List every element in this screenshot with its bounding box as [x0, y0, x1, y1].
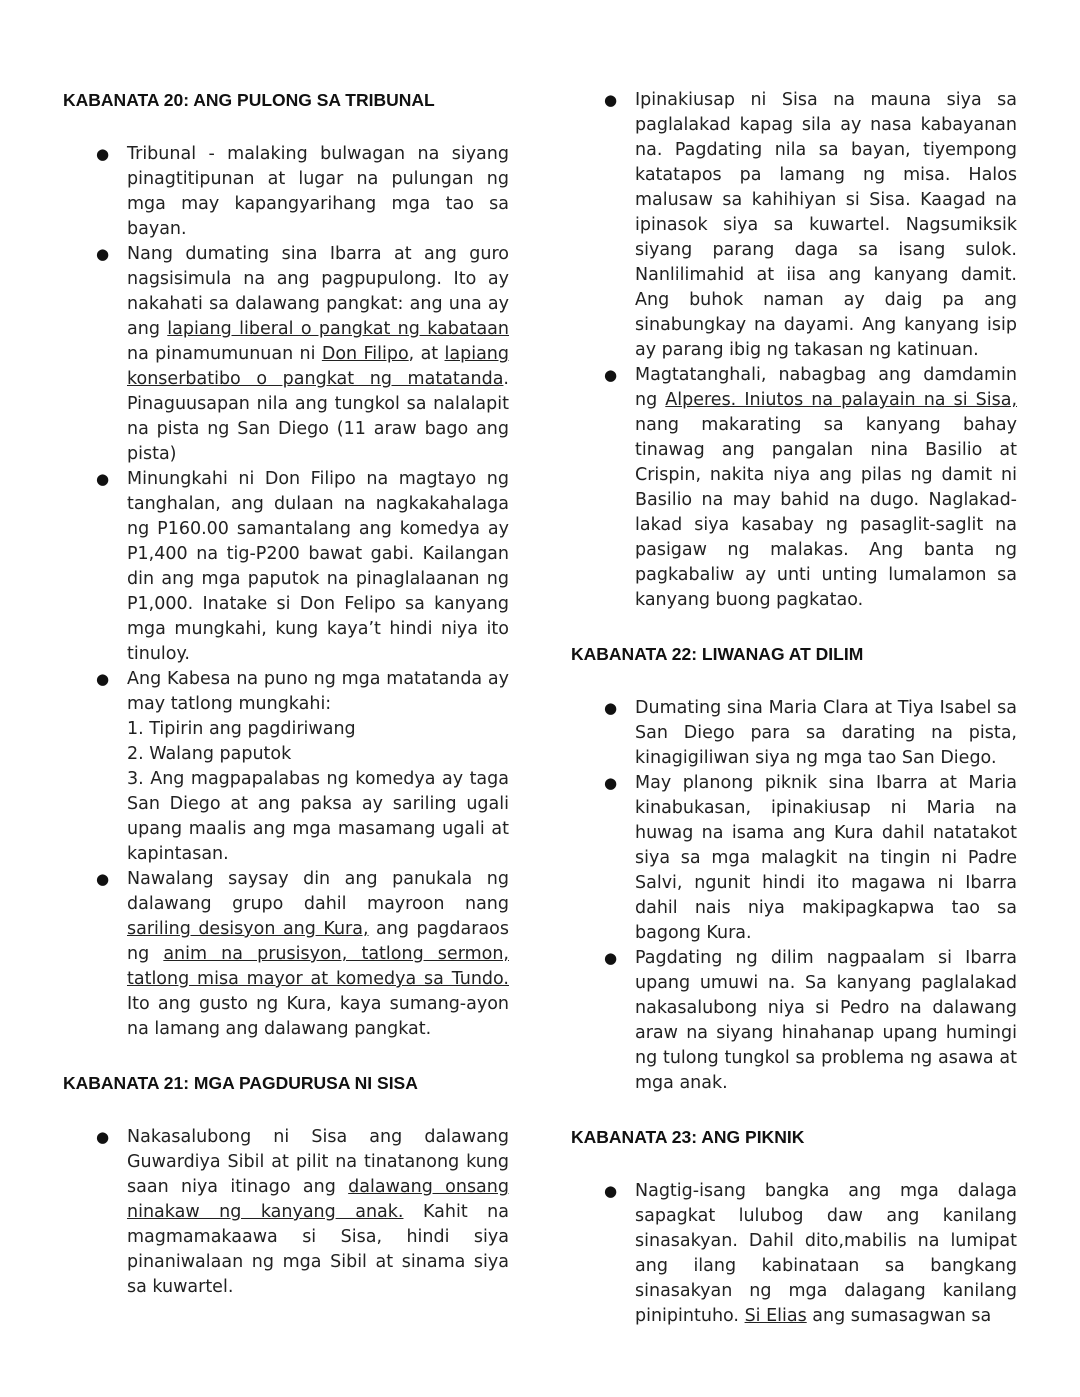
bullet-icon: ● — [96, 245, 110, 263]
bullet-icon: ● — [604, 366, 618, 384]
chapter-23-list — [571, 1179, 1017, 1329]
bullet-icon: ● — [96, 145, 110, 163]
bullet-icon: ● — [96, 1128, 110, 1146]
underlined-text: Alperes. Iniutos na palayain na si Sisa, — [665, 390, 1018, 410]
bullet-icon: ● — [604, 699, 618, 717]
list-item: ● Minungkahi ni Don Filipo na magtayo ng tanghalan, ang dulaan na nagkakahalaga ng P160.00 samantalang ang komedya ay P1,400 na tig-P200 bawat gabi. Kailangan din ang mga paputok na pinaglalaanan ng P1,000. Inatake si Don Felipo sa kanyang mga mungkahi, kung kaya’t hindi niya ito tinuloy. — [96, 469, 509, 664]
bullet-icon: ● — [604, 1182, 618, 1200]
chapter-21-list-continued — [571, 88, 1017, 613]
sub-item: 1. Tipirin ang pagdiriwang — [127, 719, 356, 739]
list-item: ● Ang Kabesa na puno ng mga matatanda ay may tatlong mungkahi: 1. Tipirin ang pagdiriwang 2. Walang paputok 3. Ang magpapalabas ng komedya ay taga San Diego at ang paksa ay sariling ugali upang maalis ang mga masamang ugali at kapintasan. — [63, 667, 509, 867]
chapter-23-title: KABANATA 23: ANG PIKNIK — [571, 1127, 805, 1147]
list-item: ● Dumating sina Maria Clara at Tiya Isabel sa San Diego para sa darating na pista, kinagigiliwan siya ng mga tao San Diego. — [604, 698, 1017, 768]
chapter-22-list — [571, 696, 1017, 1096]
left-column — [63, 88, 509, 1300]
underlined-text: Si Elias — [744, 1306, 807, 1326]
chapter-22-title: KABANATA 22: LIWANAG AT DILIM — [571, 644, 864, 664]
underlined-text: sariling desisyon ang Kura, — [127, 919, 369, 939]
chapter-21-list — [63, 1125, 509, 1300]
bullet-icon: ● — [96, 470, 110, 488]
list-item: ● Magtatanghali, nabagbag ang damdamin ng Alperes. Iniutos na palayain na si Sisa, nang makarating sa kanyang bahay tinawag ang pangalan nina Basilio at Crispin, nakita niya ang pilas ng damit ni Basilio na may bahid na dugo. Naglakad-lakad siya kasabay ng pasaglit-saglit na pasigaw ng malakas. Ang banta ng pagkabaliw ay unti unting lumalamon sa kanyang buong pagkatao. — [604, 365, 1018, 610]
list-item: ● Tribunal - malaking bulwagan na siyang pinagtitipunan at lugar na pulungan ng mga may kapangyarihang mga tao sa bayan. — [96, 144, 509, 239]
bullet-icon: ● — [604, 91, 618, 109]
underlined-text: anim na prusisyon, tatlong sermon, tatlong misa mayor at komedya sa Tundo. — [127, 944, 509, 989]
underlined-text: dalawang onsang ninakaw ng kanyang anak. — [127, 1177, 509, 1222]
list-item: ● Nagtig-isang bangka ang mga dalaga sapagkat lulubog daw ang kanilang sinasakyan. Dahil dito,mabilis na lumipat ang ilang kabinataan sa bangkang sinasakyan ng mga dalagang kanilang pinipintuho. Si Elias ang sumasagwan sa — [604, 1181, 1017, 1326]
chapter-20-title: KABANATA 20: ANG PULONG SA TRIBUNAL — [63, 90, 435, 110]
bullet-icon: ● — [96, 870, 110, 888]
underlined-text: Don Filipo — [321, 344, 409, 364]
chapter-21-title: KABANATA 21: MGA PAGDURUSA NI SISA — [63, 1073, 418, 1093]
list-item: ● May planong piknik sina Ibarra at Maria kinabukasan, ipinakiusap ni Maria na huwag na isama ang Kura dahil natatakot siya sa mga malagkit na tingin ni Padre Salvi, ngunit hindi ito magawa ni Ibarra dahil nais niya makipagkapwa tao sa bagong Kura. — [604, 773, 1017, 943]
bullet-icon: ● — [96, 670, 110, 688]
underlined-text: lapiang liberal o pangkat ng kabataan — [167, 319, 509, 339]
list-item: ● Nakasalubong ni Sisa ang dalawang Guwardiya Sibil at pilit na tinatanong kung saan niya itinago ang dalawang onsang ninakaw ng kanyang anak. Kahit na magmamakaawa si Sisa, hindi siya pinaniwalaan ng mga Sibil at sinama siya sa kuwartel. — [96, 1127, 509, 1297]
chapter-20-list — [63, 142, 509, 1042]
bullet-icon: ● — [604, 949, 618, 967]
bullet-icon: ● — [604, 774, 618, 792]
list-item: ● Pagdating ng dilim nagpaalam si Ibarra upang umuwi na. Sa kanyang paglalakad nakasalubong niya si Pedro na dalawang araw na siyang hinahanap upang humingi ng tulong tungkol sa problema ng asawa at mga anak. — [604, 948, 1017, 1093]
underlined-text: lapiang konserbatibo o pangkat ng matatanda — [127, 344, 509, 389]
sub-item: 3. Ang magpapalabas ng komedya ay taga San Diego at ang paksa ay sariling ugali upang maalis ang mga masamang ugali at kapintasan. — [127, 769, 509, 864]
list-item: ● Nawalang saysay din ang panukala ng dalawang grupo dahil mayroon nang sariling desisyon ang Kura, ang pagdaraos ng anim na prusisyon, tatlong sermon, tatlong misa mayor at komedya sa Tundo. Ito ang gusto ng Kura, kaya sumang-ayon na lamang ang dalawang pangkat. — [96, 869, 509, 1039]
list-item: ● Nang dumating sina Ibarra at ang guro nagsisimula na ang pagpupulong. Ito ay nakahati sa dalawang pangkat: ang una ay ang lapiang liberal o pangkat ng kabataan na pinamumunuan ni Don Filipo, at lapiang konserbatibo o pangkat ng matatanda. Pinaguusapan nila ang tungkol sa nalalapit na pista ng San Diego (11 araw bago ang pista) — [96, 244, 509, 464]
right-column — [571, 88, 1017, 1329]
sub-item: 2. Walang paputok — [127, 744, 292, 764]
list-item: ● Ipinakiusap ni Sisa na mauna siya sa paglalakad kapag sila ay nasa kabayanan na. Pagdating nila sa bayan, tiyempong katatapos pa lamang ng misa. Halos malusaw sa kahihiyan si Sisa. Kaagad na ipinasok siya sa kuwartel. Nagsumiksik siyang parang daga sa isang sulok. Nanlilimahid at iisa ang kanyang damit. Ang buhok naman ay daig pa ang sinabungkay na dayami. Ang kanyang isip ay parang ibig ng takasan ng katinuan. — [604, 90, 1017, 360]
